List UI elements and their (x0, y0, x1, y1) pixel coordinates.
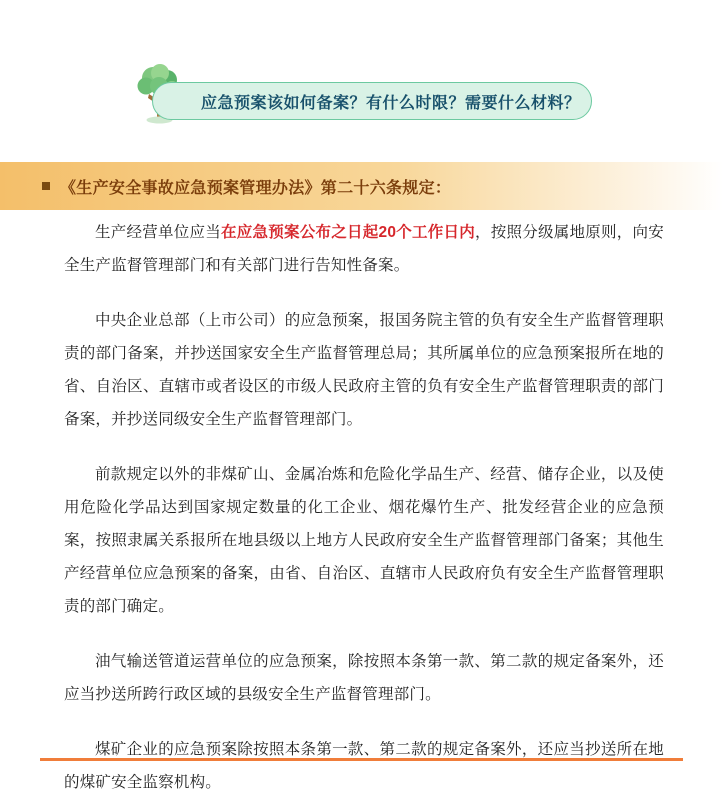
section-heading-text: 《生产安全事故应急预案管理办法》第二十六条规定： (60, 179, 452, 197)
document-body (64, 216, 664, 799)
paragraph-4 (64, 645, 664, 711)
document-page (0, 36, 723, 791)
paragraph-1-highlight: 在应急预案公布之日起20个工作日内 (221, 224, 476, 241)
paragraph-1-part-1: 生产经营单位应当 (95, 224, 222, 241)
paragraph-1-part-3: ，按照分级属地原则，向安全生产监督管理部门和有关部门进行告知性备案。 (64, 224, 664, 274)
square-bullet-icon (42, 182, 50, 190)
paragraph-5 (64, 733, 664, 799)
paragraph-4-text: 油气输送管道运营单位的应急预案，除按照本条第一款、第二款的规定备案外，还应当抄送所跨行政区域的县级安全生产监督管理部门。 (64, 653, 664, 703)
paragraph-2-text: 中央企业总部（上市公司）的应急预案，报国务院主管的负有安全生产监督管理职责的部门备案，并抄送国家安全生产监督管理总局；其所属单位的应急预案报所在地的省、自治区、直辖市或者设区的市级人民政府主管的负有安全生产监督管理职责的部门备案，并抄送同级安全生产监督管理部门。 (64, 312, 664, 428)
header-banner (0, 36, 723, 112)
header-title-pill (152, 82, 592, 120)
paragraph-5-text: 煤矿企业的应急预案除按照本条第一款、第二款的规定备案外，还应当抄送所在地的煤矿安全监察机构。 (64, 741, 664, 791)
paragraph-2 (64, 304, 664, 436)
paragraph-3 (64, 458, 664, 623)
bottom-divider (40, 758, 683, 761)
page-title: 应急预案该如何备案？有什么时限？需要什么材料？ (201, 94, 581, 112)
paragraph-3-text: 前款规定以外的非煤矿山、金属冶炼和危险化学品生产、经营、储存企业，以及使用危险化学品达到国家规定数量的化工企业、烟花爆竹生产、批发经营企业的应急预案，按照隶属关系报所在地县级以上地方人民政府安全生产监督管理部门备案；其他生产经营单位应急预案的备案，由省、自治区、直辖市人民政府负有安全生产监督管理职责的部门确定。 (64, 466, 664, 615)
section-heading-bar (0, 162, 723, 210)
paragraph-1 (64, 216, 664, 282)
